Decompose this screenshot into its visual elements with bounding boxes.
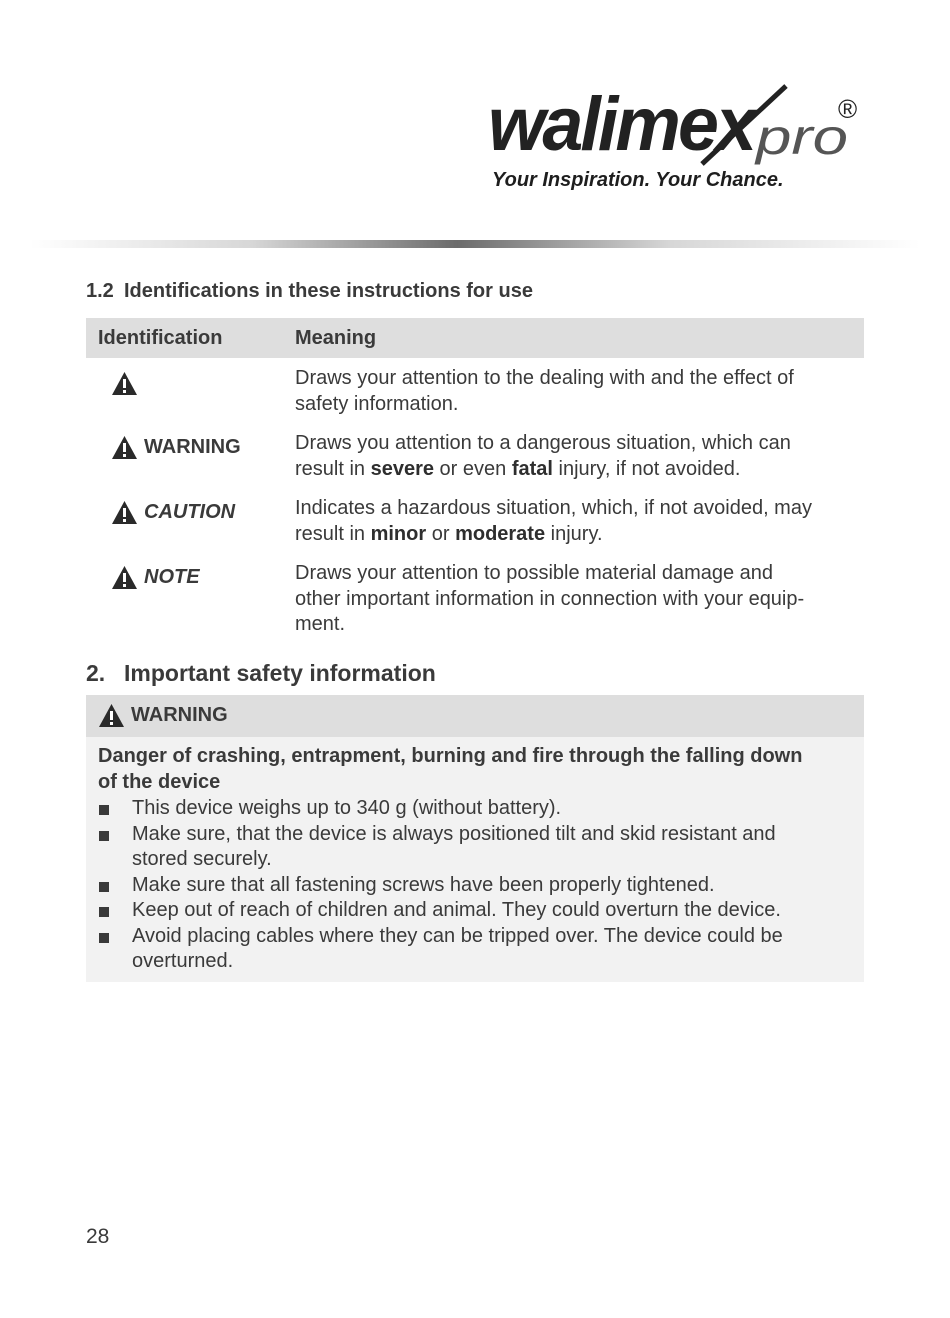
table-header [86, 318, 864, 358]
col-header-meaning: Meaning [295, 327, 377, 349]
section-title: Identifications in these instructions for use [124, 280, 533, 302]
warning-triangle-icon [111, 565, 138, 590]
meaning-text: or [426, 522, 456, 545]
identification-label-warning: WARNING [144, 436, 241, 458]
square-bullet-icon [99, 933, 109, 943]
warning-triangle-icon [111, 500, 138, 525]
warning-box-header [86, 695, 864, 737]
meaning-line: Draws your attention to the dealing with and the effect of [295, 367, 794, 389]
square-bullet-icon [99, 805, 109, 815]
safety-warning-box [86, 695, 864, 982]
identification-table [86, 318, 864, 635]
logo-pro-text: pro [753, 109, 848, 165]
identification-label-note: NOTE [144, 566, 200, 588]
col-header-identification: Identification [98, 327, 223, 349]
emphasis-severe: severe [370, 457, 434, 480]
list-item [86, 796, 832, 822]
list-item [86, 873, 832, 899]
meaning-line: other important information in connection with your equip- [295, 587, 805, 610]
list-item [86, 898, 832, 924]
meaning-cell [295, 431, 855, 482]
danger-line: of the device [98, 770, 221, 793]
meaning-text: result in [295, 457, 371, 480]
identification-cell [111, 435, 241, 460]
square-bullet-icon [99, 831, 109, 841]
list-item-text: Avoid placing cables where they can be tripped over. The device could be [132, 924, 783, 947]
warning-triangle-icon [111, 435, 138, 460]
warning-triangle-icon [98, 703, 125, 728]
meaning-line: Draws you attention to a dangerous situation, which can [295, 432, 791, 454]
meaning-line: Indicates a hazardous situation, which, if not avoided, may [295, 497, 812, 519]
identification-cell [111, 371, 144, 396]
meaning-text: injury, if not avoided. [552, 457, 741, 480]
danger-line: Danger of crashing, entrapment, burning and fire through the falling down [98, 745, 803, 767]
square-bullet-icon [99, 907, 109, 917]
list-item [86, 924, 832, 975]
meaning-text: or even [434, 457, 512, 480]
page-number: 28 [86, 1225, 110, 1248]
section-title: Important safety information [124, 660, 436, 686]
list-item-text: Make sure, that the device is always positioned tilt and skid resistant and [132, 822, 776, 845]
meaning-line: Draws your attention to possible material damage and [295, 562, 774, 584]
emphasis-minor: minor [370, 522, 427, 545]
list-item-text: stored securely. [132, 848, 272, 870]
warning-label: WARNING [131, 704, 228, 726]
meaning-text: injury. [545, 522, 603, 545]
section-number: 1.2 [86, 280, 114, 302]
meaning-text: result in [295, 522, 371, 545]
logo-graphic [486, 78, 876, 178]
section-number: 2. [86, 660, 106, 686]
meaning-cell [295, 496, 855, 547]
identification-label-caution: CAUTION [144, 501, 236, 523]
identification-cell [111, 500, 235, 525]
meaning-line: ment. [295, 613, 346, 635]
logo-wordmark: walimex [488, 82, 760, 167]
danger-statement [98, 744, 858, 795]
list-item-text: This device weighs up to 340 g (without battery). [132, 797, 562, 819]
header-divider [30, 240, 920, 248]
list-item-text: overturned. [132, 950, 234, 972]
brand-tagline: Your Inspiration. Your Chance. [492, 169, 784, 191]
safety-bullet-list [86, 796, 864, 975]
list-item [86, 822, 832, 873]
square-bullet-icon [99, 882, 109, 892]
section-heading-2 [86, 660, 436, 687]
warning-triangle-icon [111, 371, 138, 396]
meaning-cell [295, 366, 855, 417]
warning-box-title [98, 703, 228, 728]
meaning-line: safety information. [295, 392, 459, 415]
identification-cell [111, 565, 200, 590]
emphasis-fatal: fatal [511, 457, 553, 480]
list-item-text: Keep out of reach of children and animal. They could overturn the device. [132, 899, 781, 921]
list-item-text: Make sure that all fastening screws have been properly tightened. [132, 873, 715, 896]
registered-mark: ® [838, 94, 858, 124]
section-heading-1-2 [86, 280, 533, 303]
meaning-cell [295, 561, 855, 638]
emphasis-moderate: moderate [455, 522, 546, 545]
